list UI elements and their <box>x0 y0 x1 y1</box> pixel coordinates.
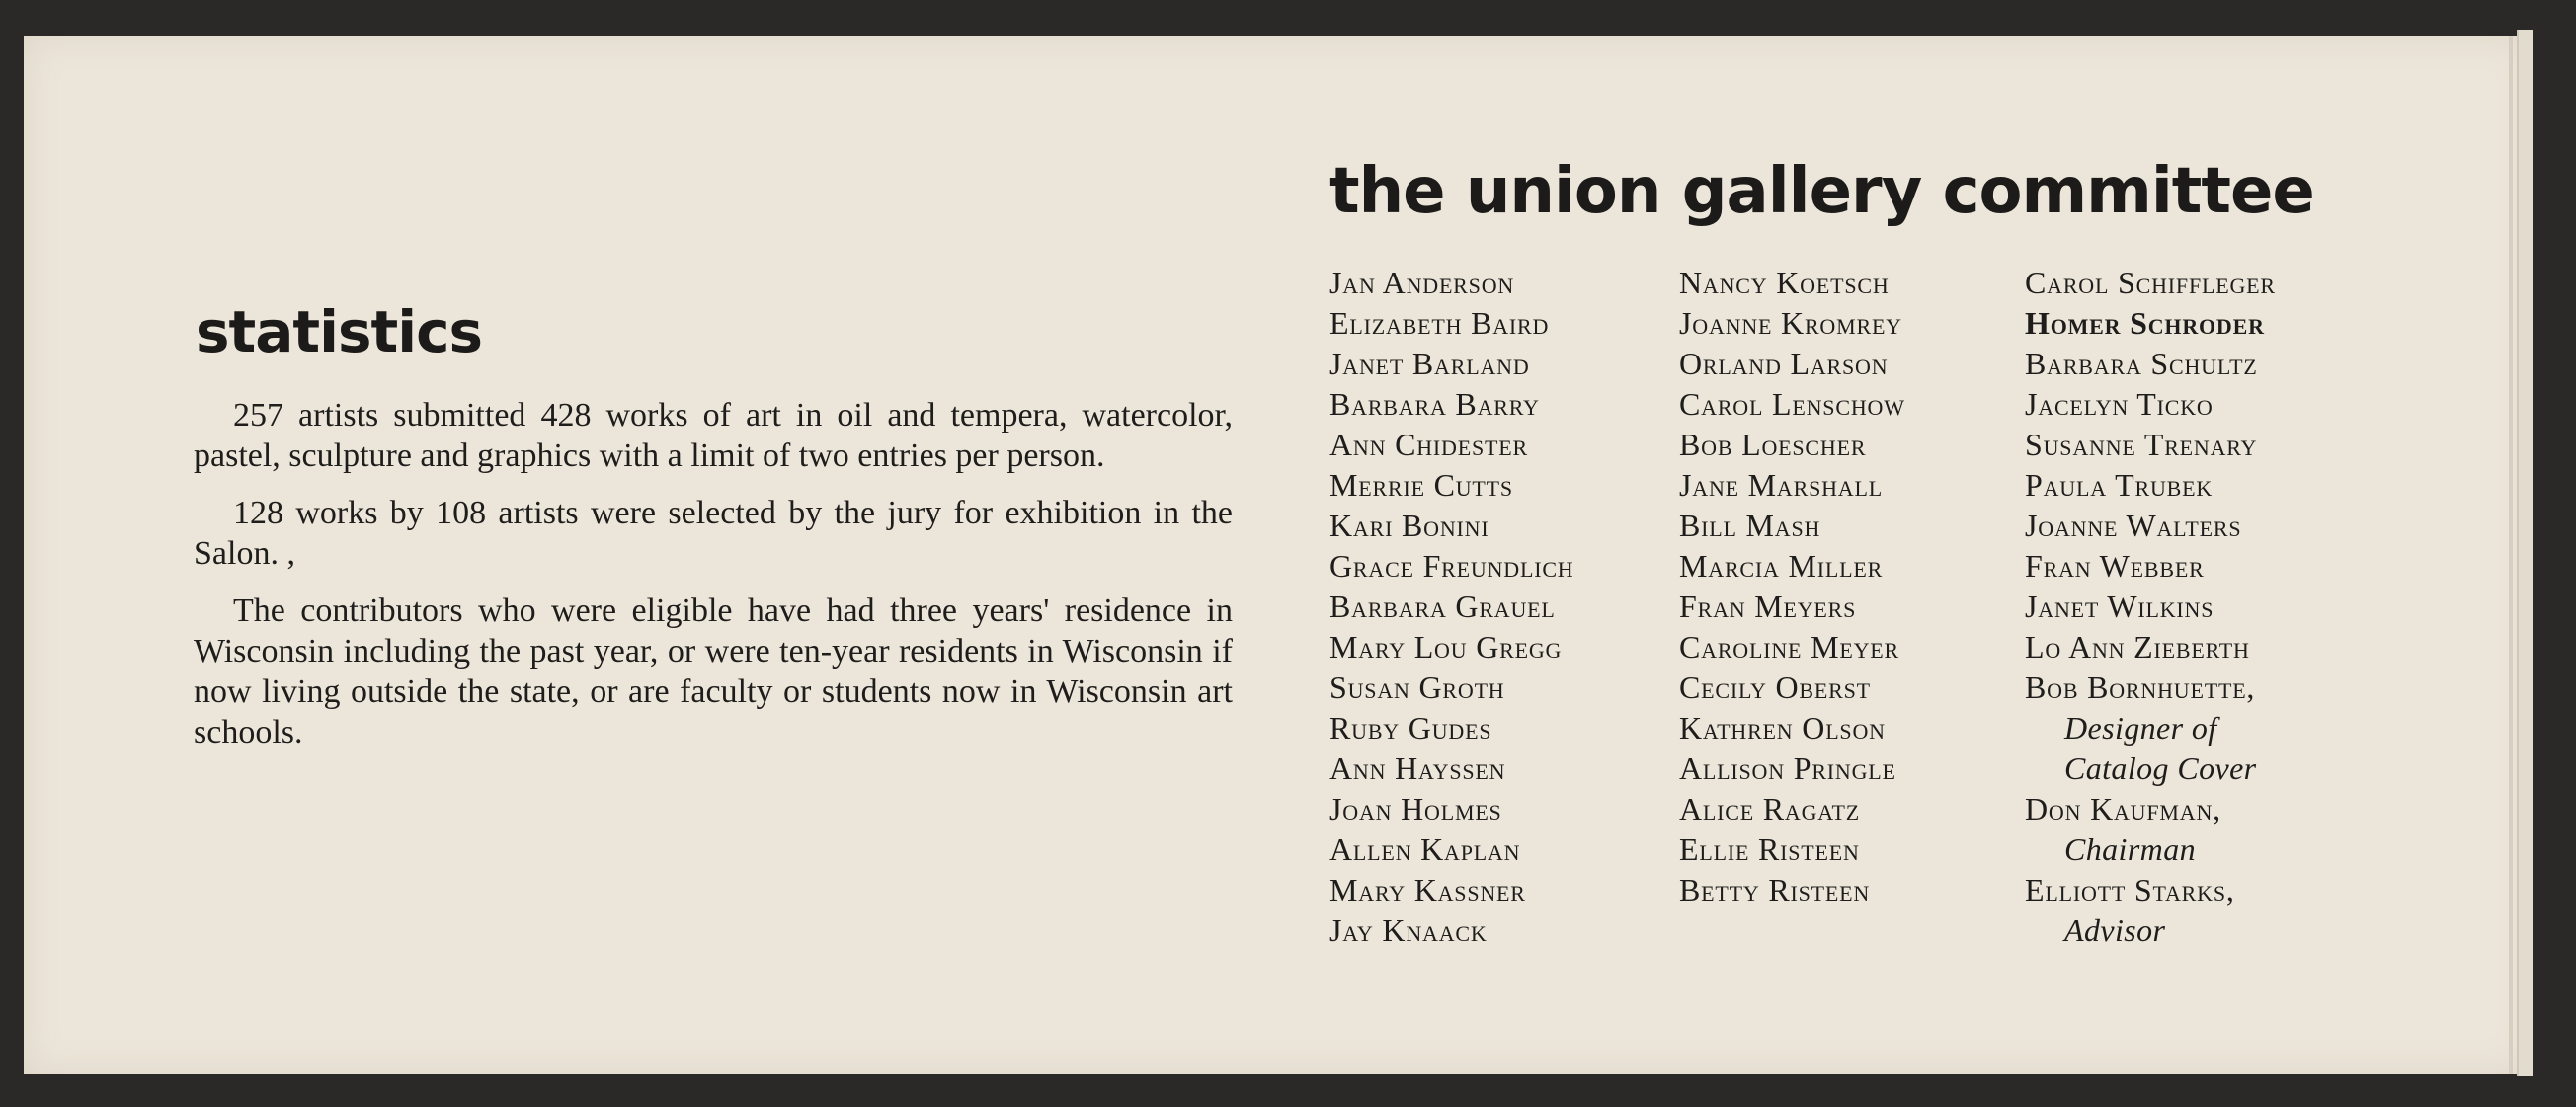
committee-column-1 <box>1329 263 1573 951</box>
statistics-body <box>194 395 1233 769</box>
page-fold <box>2509 36 2513 1074</box>
committee-member: Alice Ragatz <box>1679 791 1861 827</box>
credit-name: Elliott Starks, <box>2025 872 2235 908</box>
committee-member: Jan Anderson <box>1329 265 1515 300</box>
committee-member: Joanne Walters <box>2025 508 2242 543</box>
committee-member: Susanne Trenary <box>2025 427 2258 462</box>
statistics-paragraph: 257 artists submitted 428 works of art in oil and tempera, watercolor, pastel, sculpture and graphics with a limit of two entries per person. <box>194 397 1233 474</box>
committee-member: Janet Barland <box>1329 346 1530 381</box>
committee-member: Ellie Risteen <box>1679 831 1860 867</box>
committee-member: Kathren Olson <box>1679 710 1886 746</box>
credit-role: Advisor <box>2064 912 2166 948</box>
statistics-paragraph: 128 works by 108 artists were selected by the jury for exhibition in the Salon. , <box>194 495 1233 572</box>
credit-name: Don Kaufman, <box>2025 791 2221 827</box>
committee-member: Ruby Gudes <box>1329 710 1492 746</box>
next-page-edge <box>2517 30 2533 1076</box>
committee-heading: the union gallery committee <box>1329 155 2314 228</box>
committee-member: Joanne Kromrey <box>1679 305 1902 341</box>
committee-member: Grace Freundlich <box>1329 548 1574 584</box>
committee-member: Jacelyn Ticko <box>2025 386 2214 422</box>
committee-member: Barbara Schultz <box>2025 346 2258 381</box>
committee-member: Allison Pringle <box>1679 751 1896 786</box>
committee-column-2 <box>1679 263 1905 910</box>
committee-member: Mary Kassner <box>1329 872 1526 908</box>
committee-column-3 <box>2025 263 2276 951</box>
committee-member: Elizabeth Baird <box>1329 305 1550 341</box>
committee-member: Janet Wilkins <box>2025 589 2214 624</box>
committee-member: Jay Knaack <box>1329 912 1488 948</box>
committee-member: Marcia Miller <box>1679 548 1884 584</box>
committee-member: Orland Larson <box>1679 346 1889 381</box>
committee-member: Cecily Oberst <box>1679 670 1871 705</box>
credit-role: Catalog Cover <box>2064 751 2257 786</box>
committee-member: Lo Ann Zieberth <box>2025 629 2250 665</box>
committee-member: Fran Webber <box>2025 548 2205 584</box>
committee-member: Caroline Meyer <box>1679 629 1899 665</box>
committee-member: Allen Kaplan <box>1329 831 1521 867</box>
committee-member: Joan Holmes <box>1329 791 1502 827</box>
committee-member: Bob Loescher <box>1679 427 1867 462</box>
credit-role: Chairman <box>2064 831 2196 867</box>
credit-name: Bob Bornhuette, <box>2025 670 2256 705</box>
committee-member: Bill Mash <box>1679 508 1821 543</box>
credit-role: Designer of <box>2064 710 2217 746</box>
committee-member: Mary Lou Gregg <box>1329 629 1563 665</box>
statistics-paragraph: The contributors who were eligible have had three years' residence in Wisconsin including the past year, or were ten-year residents in Wisconsin if now living outside the state, or are faculty or students now in Wisconsin art schools. <box>194 593 1233 751</box>
committee-member: Carol Schiffleger <box>2025 265 2276 300</box>
committee-member: Kari Bonini <box>1329 508 1489 543</box>
committee-member: Merrie Cutts <box>1329 467 1513 503</box>
committee-member: Fran Meyers <box>1679 589 1857 624</box>
committee-member: Ann Hayssen <box>1329 751 1506 786</box>
committee-member: Barbara Barry <box>1329 386 1540 422</box>
committee-member: Homer Schroder <box>2025 305 2265 341</box>
statistics-heading: statistics <box>196 298 483 365</box>
committee-member: Paula Trubek <box>2025 467 2214 503</box>
committee-member: Ann Chidester <box>1329 427 1528 462</box>
committee-member: Betty Risteen <box>1679 872 1871 908</box>
committee-member: Jane Marshall <box>1679 467 1883 503</box>
committee-member: Nancy Koetsch <box>1679 265 1890 300</box>
committee-member: Carol Lenschow <box>1679 386 1905 422</box>
committee-member: Susan Groth <box>1329 670 1505 705</box>
committee-member: Barbara Grauel <box>1329 589 1556 624</box>
